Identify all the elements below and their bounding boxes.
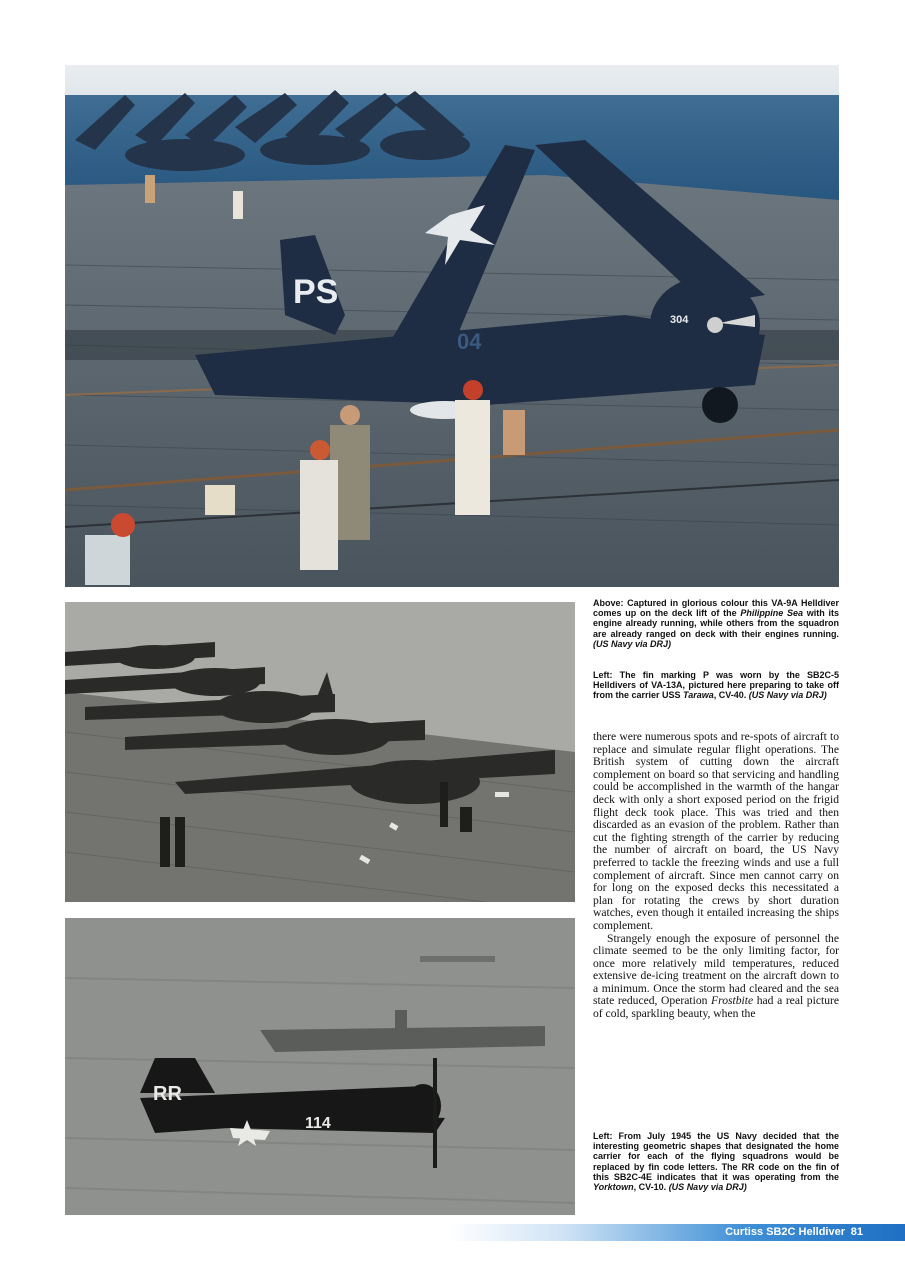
body-paragraph: there were numerous spots and re-spots of aircraft to replace and simulate regular flight operations. The British system of cutting down the aircraft complement on board so that servicing and handling could be accomplished in the warmth of the hangar deck with only a short exposed period on the frigid flight deck took place. This was tried and then discarded as an evasion of the problem. Rather than cut the fighting strength of the carrier by reducing the number of aircraft on board, the US Navy preferred to tackle the freezing winds and use a full complement of aircraft. Since men cannot carry on for long on the exposed decks this necessitated a plan for rotating the crews by short duration watches, even though it entailed increasing the ships complement. [593, 730, 839, 932]
page-number: 81 [850, 1226, 863, 1238]
caption-text: , CV-40. [713, 690, 749, 701]
caption-ship-name: Yorktown [593, 1182, 634, 1193]
caption-credit: (US Navy via DRJ) [668, 1182, 747, 1193]
body-text-column [593, 731, 839, 1021]
top-cowl-number: 04 [457, 329, 482, 354]
caption-left-bottom [593, 1131, 839, 1192]
photo-carrier-deck-colour [65, 65, 839, 587]
caption-text: with its engine already running, while others from the squadron are already ranged on deck with their engines running. [593, 608, 840, 639]
caption-credit: (US Navy via DRJ) [593, 638, 672, 649]
caption-above [593, 598, 839, 649]
bot-fin-code: RR [153, 1083, 182, 1105]
caption-text: , CV-10. [633, 1182, 669, 1193]
body-paragraph [593, 933, 839, 1021]
top-fin-code: PS [293, 273, 339, 311]
top-side-number: 304 [670, 314, 689, 326]
caption-credit: (US Navy via DRJ) [748, 690, 827, 701]
bot-side-number: 114 [305, 1115, 331, 1132]
caption-text: Left: From July 1945 the US Navy decided that the interesting geometric shapes that designated the home carrier for each of the flying squadrons would be replaced by fin code letters. The RR code on the fin of this SB2C-4E indicates that it was operating from the [593, 1131, 839, 1182]
photo-carrier-ranged-aircraft-bw [65, 602, 575, 902]
body-text-span: Strangely enough the exposure of personnel the climate seemed to be the only limiting factor, for once more relatively mild temperatures, reduced extensive de-icing treatment on the aircraft down to a minimum. Once the storm had cleared and the sea state reduced, Operation [593, 931, 839, 1008]
caption-left-middle [593, 670, 839, 701]
caption-ship-name: Philippine Sea [740, 608, 804, 619]
footer-book-title: Curtiss SB2C Helldiver [725, 1226, 845, 1238]
body-text-span: had a real picture of cold, sparkling beauty, when the [593, 994, 839, 1021]
caption-text: Above: Captured in glorious colour this VA-9A Helldiver comes up on the deck lift of the [593, 598, 839, 619]
caption-text: Left: The fin marking P was worn by the SB2C-5 Helldivers of VA-13A, pictured here preparing to take off from the carrier USS [593, 670, 839, 701]
caption-ship-name: Tarawa [683, 690, 714, 701]
photo-helldiver-in-flight-bw [65, 918, 575, 1215]
operation-name: Frostbite [711, 994, 754, 1008]
